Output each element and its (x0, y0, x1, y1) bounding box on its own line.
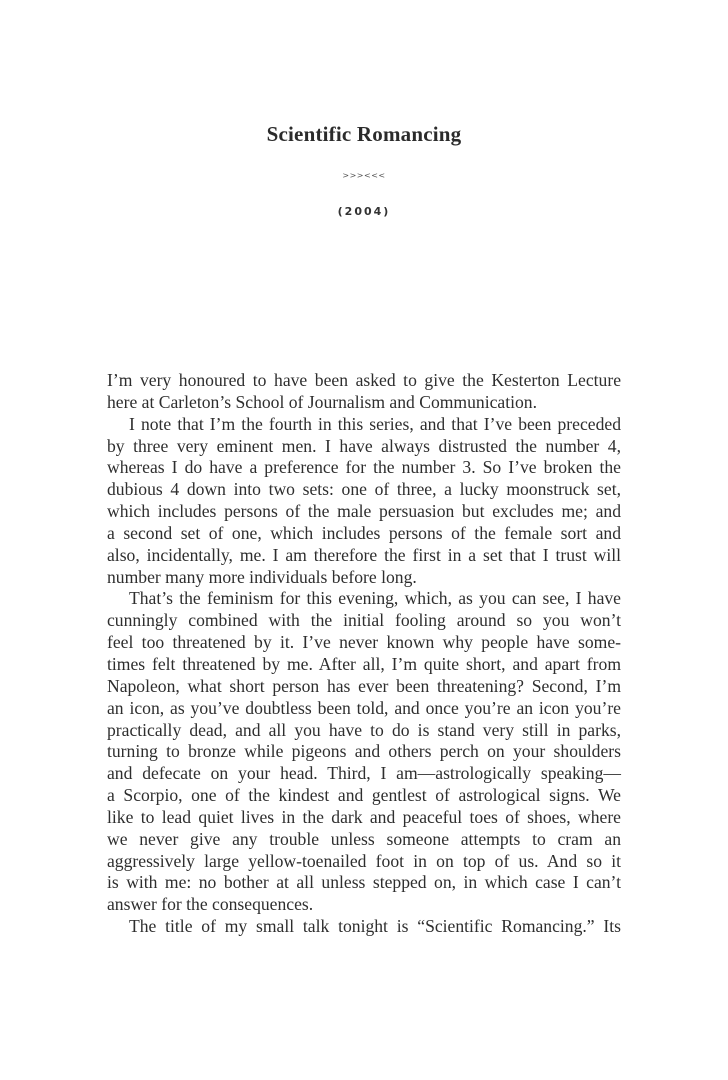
text-line: feel too threatened by it. I’ve never known why people have some- (107, 632, 621, 653)
text-line: aggressively large yellow-toenailed foot in on top of us. And so it (107, 850, 621, 871)
body-text (107, 370, 621, 938)
text-line: by three very eminent men. I have always distrusted the number 4, (107, 435, 621, 456)
text-line: an icon, as you’ve doubtless been told, and once you’re an icon you’re (107, 697, 621, 718)
text-line: times felt threatened by me. After all, I’m quite short, and apart from (107, 653, 621, 674)
text-line: The title of my small talk tonight is “Scientific Romancing.” Its (129, 916, 621, 937)
text-line: we never give any trouble unless someone attempts to cram an (107, 828, 621, 849)
text-line: a Scorpio, one of the kindest and gentlest of astrological signs. We (107, 785, 621, 806)
text-line: cunningly combined with the initial fooling around so you won’t (107, 610, 621, 631)
text-line: practically dead, and all you have to do is stand very still in parks, (107, 719, 621, 740)
text-line: whereas I do have a preference for the number 3. So I’ve broken the (107, 457, 621, 478)
text-line: is with me: no bother at all unless stepped on, in which case I can’t (107, 872, 621, 893)
text-line: turning to bronze while pigeons and others perch on your shoulders (107, 741, 621, 762)
chapter-title: Scientific Romancing (266, 122, 462, 146)
text-line: That’s the feminism for this evening, which, as you can see, I have (129, 588, 621, 609)
ornament-divider: >>><<< (342, 171, 386, 180)
text-line: which includes persons of the male persuasion but excludes me; and (107, 501, 621, 522)
text-line: also, incidentally, me. I am therefore the first in a set that I trust will (107, 544, 621, 565)
chapter-year: (2004) (337, 205, 391, 218)
text-line: I’m very honoured to have been asked to give the Kesterton Lecture (107, 370, 621, 390)
text-line: here at Carleton’s School of Journalism and Communication. (107, 391, 537, 412)
text-line: number many more individuals before long. (107, 566, 417, 587)
text-line: dubious 4 down into two sets: one of three, a lucky moonstruck set, (107, 479, 621, 500)
text-line: answer for the consequences. (107, 894, 314, 915)
text-line: a second set of one, which includes persons of the female sort and (107, 522, 621, 543)
text-line: Napoleon, what short person has ever been threatening? Second, I’m (107, 675, 621, 696)
text-line: I note that I’m the fourth in this series, and that I’ve been preceded (129, 413, 621, 434)
text-line: like to lead quiet lives in the dark and peaceful toes of shoes, where (107, 806, 621, 827)
text-line: and defecate on your head. Third, I am—astrologically speaking— (107, 763, 621, 784)
